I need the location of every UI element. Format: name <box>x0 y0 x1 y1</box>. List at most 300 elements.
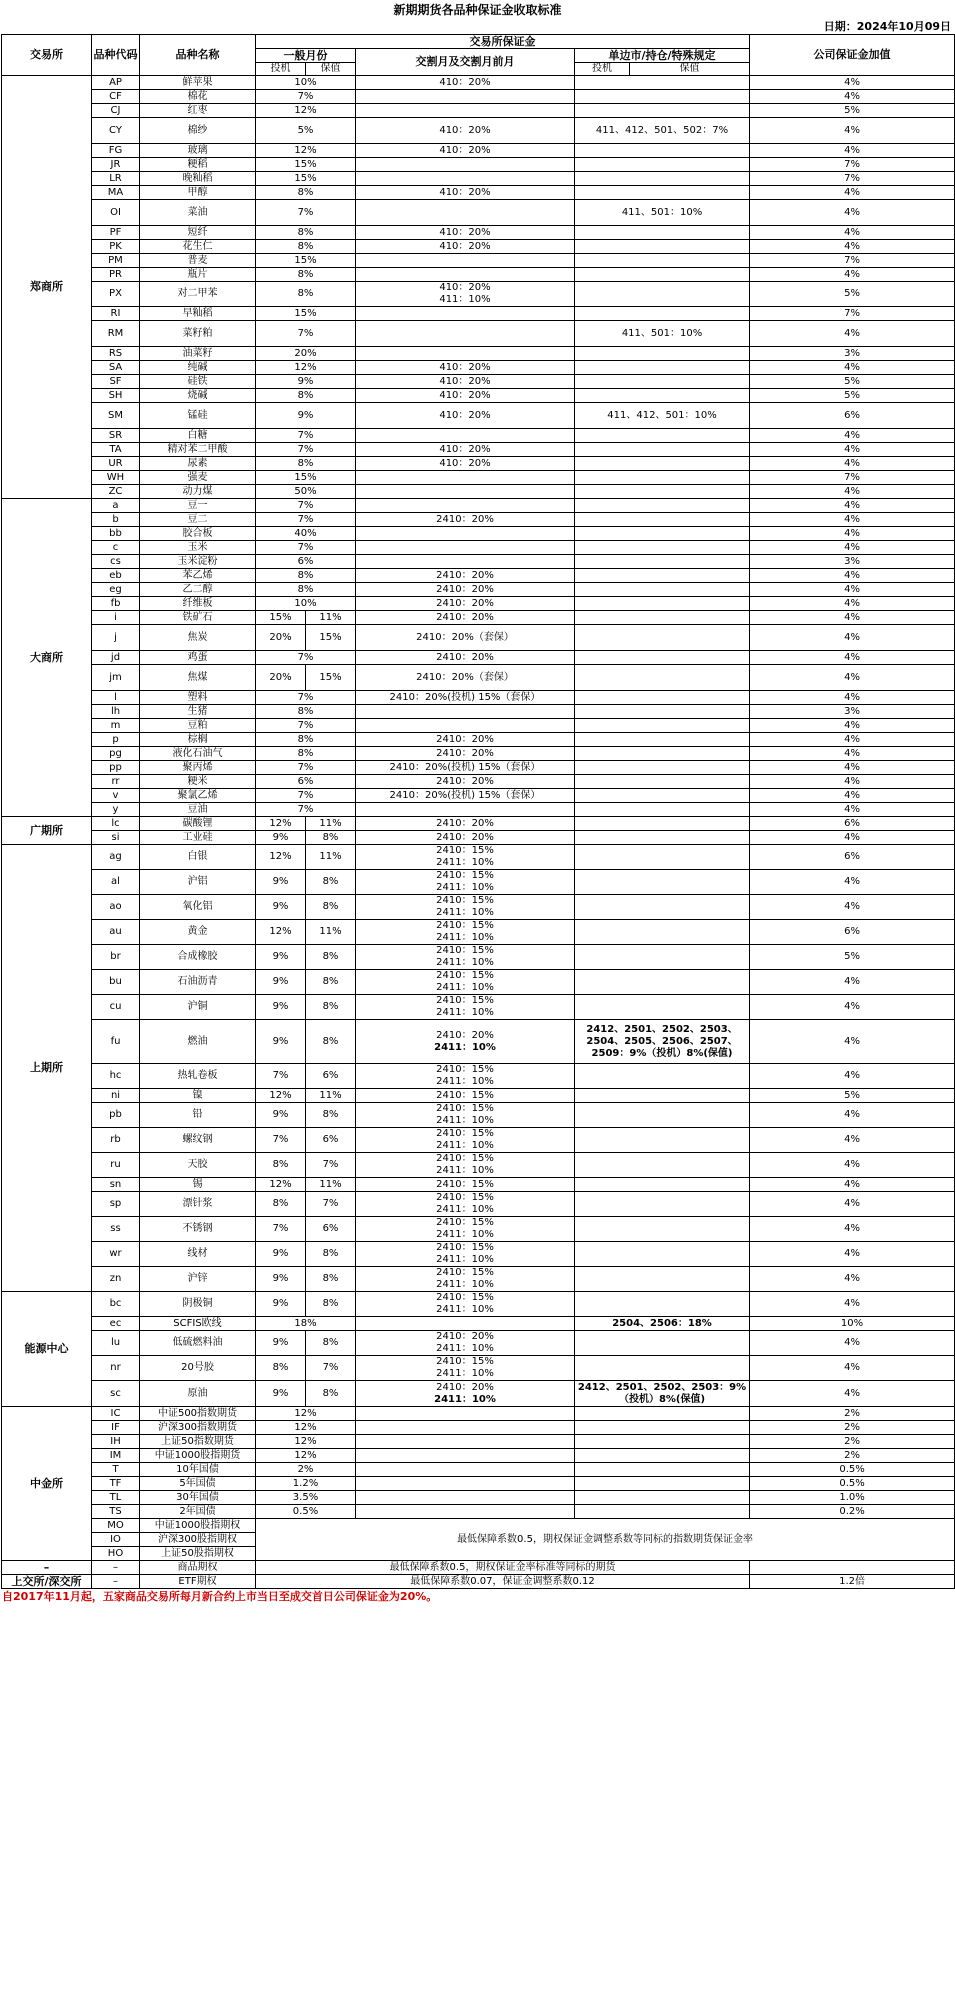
product-code: sn <box>92 1178 140 1192</box>
hedge-margin: 6% <box>306 1064 356 1089</box>
general-margin: 0.5% <box>256 1505 356 1519</box>
product-code: pp <box>92 761 140 775</box>
product-name: 粳稻 <box>140 158 256 172</box>
delivery-margin-line: 2410：20% <box>436 651 494 663</box>
table-row <box>2 817 955 831</box>
unilateral-margin <box>575 1292 750 1317</box>
table-row <box>2 1519 955 1533</box>
product-name: 鸡蛋 <box>140 651 256 665</box>
company-add: 4% <box>750 719 955 733</box>
product-code: T <box>92 1463 140 1477</box>
hedge-margin: 8% <box>306 970 356 995</box>
product-name: 碳酸锂 <box>140 817 256 831</box>
header-name: 品种名称 <box>140 35 256 76</box>
company-add: 4% <box>750 995 955 1020</box>
hedge-margin: 8% <box>306 870 356 895</box>
product-name: 乙二醇 <box>140 583 256 597</box>
table-row <box>2 583 955 597</box>
unilateral-margin <box>575 429 750 443</box>
delivery-margin <box>356 1267 575 1292</box>
company-add: 6% <box>750 845 955 870</box>
product-name: 豆油 <box>140 803 256 817</box>
product-name: 液化石油气 <box>140 747 256 761</box>
delivery-margin <box>356 775 575 789</box>
general-margin: 7% <box>256 789 356 803</box>
header-exchange-margin: 交易所保证金 <box>256 35 750 49</box>
product-code: pg <box>92 747 140 761</box>
product-name: 纤维板 <box>140 597 256 611</box>
unilateral-margin <box>575 920 750 945</box>
product-code: IF <box>92 1421 140 1435</box>
table-row <box>2 144 955 158</box>
delivery-margin-line: 410：20% <box>439 186 491 198</box>
company-add: 4% <box>750 186 955 200</box>
product-name: 聚氯乙烯 <box>140 789 256 803</box>
spec-margin: 12% <box>256 920 306 945</box>
unilateral-margin <box>575 705 750 719</box>
delivery-margin <box>356 920 575 945</box>
hedge-margin: 15% <box>306 665 356 691</box>
product-name: 菜籽粕 <box>140 321 256 347</box>
product-code: OI <box>92 200 140 226</box>
product-name: 天胶 <box>140 1153 256 1178</box>
delivery-margin-line: 2410：20% <box>436 611 494 623</box>
unilateral-margin <box>575 1217 750 1242</box>
header-general-month: 一般月份 <box>256 49 356 63</box>
unilateral-margin <box>575 1089 750 1103</box>
product-name: 沪深300指数期货 <box>140 1421 256 1435</box>
margin-table <box>1 34 955 1589</box>
options-note: 最低保障系数0.07，保证金调整系数0.12 <box>256 1575 750 1589</box>
table-row <box>2 172 955 186</box>
delivery-margin-line: 2410：20%（套保） <box>416 631 514 643</box>
general-margin: 12% <box>256 1407 356 1421</box>
delivery-margin-line-bold: 2411：10% <box>434 1393 496 1405</box>
product-name: SCFIS欧线 <box>140 1317 256 1331</box>
table-body <box>2 76 955 1589</box>
general-margin: 7% <box>256 761 356 775</box>
delivery-margin-line: 2410：15% 2411：10% <box>436 1292 494 1315</box>
delivery-margin <box>356 200 575 226</box>
delivery-margin <box>356 1064 575 1089</box>
company-add: 4% <box>750 321 955 347</box>
delivery-margin <box>356 1449 575 1463</box>
product-name: 原油 <box>140 1381 256 1407</box>
general-margin: 3.5% <box>256 1491 356 1505</box>
spec-margin: 9% <box>256 870 306 895</box>
company-add: 4% <box>750 457 955 471</box>
footer-note: 自2017年11月起，五家商品交易所每月新合约上市当日至成交首日公司保证金为20%。 <box>2 1590 438 1603</box>
product-code: JR <box>92 158 140 172</box>
delivery-margin <box>356 1317 575 1331</box>
spec-margin: 8% <box>256 1356 306 1381</box>
product-code: fb <box>92 597 140 611</box>
company-add: 6% <box>750 817 955 831</box>
delivery-margin <box>356 361 575 375</box>
general-margin: 12% <box>256 1449 356 1463</box>
company-add: 7% <box>750 254 955 268</box>
table-row <box>2 268 955 282</box>
delivery-margin <box>356 845 575 870</box>
delivery-margin-line: 2410：15% 2411：10% <box>436 1267 494 1290</box>
company-add: 4% <box>750 513 955 527</box>
product-name: 镍 <box>140 1089 256 1103</box>
unilateral-margin <box>575 625 750 651</box>
delivery-margin <box>356 513 575 527</box>
delivery-margin <box>356 705 575 719</box>
unilateral-margin <box>575 282 750 307</box>
table-row <box>2 1128 955 1153</box>
delivery-margin-line: 410：20% <box>439 144 491 156</box>
unilateral-margin <box>575 471 750 485</box>
company-add: 4% <box>750 747 955 761</box>
unilateral-margin <box>575 611 750 625</box>
unilateral-margin <box>575 144 750 158</box>
product-name: 生猪 <box>140 705 256 719</box>
delivery-margin-line: 2410：20% <box>436 831 494 843</box>
delivery-margin <box>356 691 575 705</box>
table-row <box>2 569 955 583</box>
product-name: 豆一 <box>140 499 256 513</box>
company-add: 4% <box>750 90 955 104</box>
delivery-margin <box>356 118 575 144</box>
header-hedge: 保值 <box>306 63 356 76</box>
delivery-margin-line: 2410：15% 2411：10% <box>436 1242 494 1265</box>
delivery-margin-line: 2410：20% <box>436 597 494 609</box>
company-add: 4% <box>750 1217 955 1242</box>
product-name: 硅铁 <box>140 375 256 389</box>
product-code: CY <box>92 118 140 144</box>
company-add: 4% <box>750 1267 955 1292</box>
company-add: 4% <box>750 831 955 845</box>
unilateral-margin <box>575 747 750 761</box>
delivery-margin-line: 2410：20% <box>436 747 494 759</box>
unilateral-margin <box>575 1267 750 1292</box>
general-margin: 8% <box>256 186 356 200</box>
table-row <box>2 104 955 118</box>
unilateral-margin <box>575 375 750 389</box>
product-code: – <box>92 1561 140 1575</box>
unilateral-margin <box>575 76 750 90</box>
product-code: pb <box>92 1103 140 1128</box>
company-add: 4% <box>750 733 955 747</box>
product-name: 低硫燃料油 <box>140 1331 256 1356</box>
delivery-margin <box>356 1407 575 1421</box>
delivery-margin <box>356 282 575 307</box>
company-add: 4% <box>750 1020 955 1064</box>
product-code: bb <box>92 527 140 541</box>
product-name: 漂针浆 <box>140 1192 256 1217</box>
product-code: lh <box>92 705 140 719</box>
delivery-margin-line: 2410：20%(投机) 15%（套保） <box>389 789 541 801</box>
delivery-margin-line: 2410：20% <box>436 733 494 745</box>
general-margin: 6% <box>256 555 356 569</box>
delivery-margin-line: 410：20% <box>439 240 491 252</box>
table-row <box>2 321 955 347</box>
product-code: nr <box>92 1356 140 1381</box>
unilateral-margin <box>575 1356 750 1381</box>
delivery-margin-line: 2410：15% 2411：10% <box>436 870 494 893</box>
general-margin: 7% <box>256 429 356 443</box>
product-code: bc <box>92 1292 140 1317</box>
table-row <box>2 1356 955 1381</box>
general-margin: 8% <box>256 240 356 254</box>
product-code: SA <box>92 361 140 375</box>
hedge-margin: 8% <box>306 1242 356 1267</box>
company-add: 4% <box>750 226 955 240</box>
company-add: 4% <box>750 611 955 625</box>
delivery-margin <box>356 347 575 361</box>
product-name: 塑料 <box>140 691 256 705</box>
product-name: 中证1000股指期权 <box>140 1519 256 1533</box>
product-name: 苯乙烯 <box>140 569 256 583</box>
product-name: 阴极铜 <box>140 1292 256 1317</box>
table-row <box>2 665 955 691</box>
product-name: 烧碱 <box>140 389 256 403</box>
unilateral-margin <box>575 361 750 375</box>
product-name: 早籼稻 <box>140 307 256 321</box>
delivery-margin <box>356 569 575 583</box>
product-name: 石油沥青 <box>140 970 256 995</box>
unilateral-margin <box>575 733 750 747</box>
unilateral-margin <box>575 1407 750 1421</box>
general-margin: 7% <box>256 443 356 457</box>
delivery-margin <box>356 321 575 347</box>
table-row <box>2 747 955 761</box>
hedge-margin: 11% <box>306 920 356 945</box>
product-name: 30年国债 <box>140 1491 256 1505</box>
company-add: 4% <box>750 1242 955 1267</box>
unilateral-margin <box>575 1463 750 1477</box>
spec-margin: 12% <box>256 817 306 831</box>
delivery-margin <box>356 665 575 691</box>
unilateral-margin <box>575 1435 750 1449</box>
product-name: 锡 <box>140 1178 256 1192</box>
unilateral-margin <box>575 597 750 611</box>
spec-margin: 7% <box>256 1064 306 1089</box>
product-code: TF <box>92 1477 140 1491</box>
general-margin: 15% <box>256 307 356 321</box>
table-row <box>2 803 955 817</box>
company-add: 4% <box>750 1128 955 1153</box>
product-code: i <box>92 611 140 625</box>
delivery-margin-line: 410：20% <box>439 457 491 469</box>
product-name: 普麦 <box>140 254 256 268</box>
company-add: 4% <box>750 775 955 789</box>
table-row <box>2 1463 955 1477</box>
table-row <box>2 651 955 665</box>
product-code: WH <box>92 471 140 485</box>
delivery-margin-line: 2410：15% <box>436 1178 494 1190</box>
general-margin: 12% <box>256 361 356 375</box>
spec-margin: 7% <box>256 1128 306 1153</box>
table-row <box>2 945 955 970</box>
table-row <box>2 361 955 375</box>
delivery-margin <box>356 761 575 775</box>
product-name: 沪铝 <box>140 870 256 895</box>
unilateral-margin <box>575 651 750 665</box>
company-add: 7% <box>750 307 955 321</box>
product-name: 白银 <box>140 845 256 870</box>
delivery-margin <box>356 226 575 240</box>
delivery-margin-line: 2410：15% 2411：10% <box>436 845 494 868</box>
table-row <box>2 307 955 321</box>
delivery-margin-line: 2410：15% 2411：10% <box>436 945 494 968</box>
hedge-margin: 8% <box>306 1292 356 1317</box>
unilateral-margin <box>575 831 750 845</box>
product-name: 上证50指数期货 <box>140 1435 256 1449</box>
table-row <box>2 831 955 845</box>
general-margin: 9% <box>256 403 356 429</box>
table-row <box>2 443 955 457</box>
delivery-margin-line: 410：20% <box>439 443 491 455</box>
product-code: ni <box>92 1089 140 1103</box>
hedge-margin: 8% <box>306 1331 356 1356</box>
spec-margin: 9% <box>256 1331 306 1356</box>
general-margin: 7% <box>256 90 356 104</box>
unilateral-margin <box>575 995 750 1020</box>
general-margin: 8% <box>256 389 356 403</box>
delivery-margin-line: 2410：15% 2411：10% <box>436 1192 494 1215</box>
delivery-margin-line: 2410：20%(投机) 15%（套保） <box>389 761 541 773</box>
delivery-margin <box>356 1103 575 1128</box>
options-note: 最低保障系数0.5，期权保证金调整系数等同标的指数期货保证金率 <box>256 1519 955 1561</box>
unilateral-margin <box>575 541 750 555</box>
table-row <box>2 499 955 513</box>
table-row <box>2 1381 955 1407</box>
product-code: PF <box>92 226 140 240</box>
table-row <box>2 1267 955 1292</box>
unilateral-margin <box>575 240 750 254</box>
unilateral-margin <box>575 457 750 471</box>
delivery-margin <box>356 527 575 541</box>
product-name: 菜油 <box>140 200 256 226</box>
general-margin: 7% <box>256 541 356 555</box>
unilateral-margin <box>575 1505 750 1519</box>
delivery-margin <box>356 254 575 268</box>
product-code: PR <box>92 268 140 282</box>
unilateral-margin <box>575 1491 750 1505</box>
delivery-margin <box>356 945 575 970</box>
delivery-margin <box>356 471 575 485</box>
header-company-add: 公司保证金加值 <box>750 35 955 76</box>
general-margin: 1.2% <box>256 1477 356 1491</box>
unilateral-margin <box>575 1153 750 1178</box>
product-name: 热轧卷板 <box>140 1064 256 1089</box>
company-add: 4% <box>750 1103 955 1128</box>
unilateral-margin <box>575 870 750 895</box>
product-code: ru <box>92 1153 140 1178</box>
delivery-margin-line: 2410：15% 2411：10% <box>436 995 494 1018</box>
exchange-name: 上期所 <box>2 845 92 1292</box>
delivery-margin <box>356 651 575 665</box>
product-name: 不锈钢 <box>140 1217 256 1242</box>
company-add: 4% <box>750 625 955 651</box>
hedge-margin: 11% <box>306 817 356 831</box>
product-code: TA <box>92 443 140 457</box>
company-add: 3% <box>750 705 955 719</box>
company-add: 4% <box>750 240 955 254</box>
page-title: 新期期货各品种保证金收取标准 <box>393 3 562 17</box>
product-name: 棕榈 <box>140 733 256 747</box>
unilateral-margin: 411、412、501、502：7% <box>575 118 750 144</box>
product-code: al <box>92 870 140 895</box>
company-add: 2% <box>750 1421 955 1435</box>
product-code: RS <box>92 347 140 361</box>
product-name: 晚籼稻 <box>140 172 256 186</box>
general-margin: 8% <box>256 268 356 282</box>
company-add: 7% <box>750 172 955 186</box>
table-row <box>2 254 955 268</box>
delivery-margin <box>356 1192 575 1217</box>
general-margin: 8% <box>256 583 356 597</box>
company-add: 4% <box>750 870 955 895</box>
table-row <box>2 471 955 485</box>
table-row <box>2 555 955 569</box>
hedge-margin: 11% <box>306 1089 356 1103</box>
table-row <box>2 1089 955 1103</box>
product-code: IC <box>92 1407 140 1421</box>
delivery-margin <box>356 870 575 895</box>
delivery-margin <box>356 443 575 457</box>
spec-margin: 20% <box>256 665 306 691</box>
product-code: TL <box>92 1491 140 1505</box>
product-code: a <box>92 499 140 513</box>
delivery-margin-line: 2410：15% <box>436 1089 494 1101</box>
header-code: 品种代码 <box>92 35 140 76</box>
general-margin: 7% <box>256 803 356 817</box>
product-name: 白糖 <box>140 429 256 443</box>
unilateral-margin <box>575 307 750 321</box>
table-row <box>2 1317 955 1331</box>
unilateral-margin <box>575 513 750 527</box>
delivery-margin-line: 2410：20% <box>436 513 494 525</box>
hedge-margin: 11% <box>306 845 356 870</box>
unilateral-margin <box>575 719 750 733</box>
product-name: 胶合板 <box>140 527 256 541</box>
unilateral-margin <box>575 555 750 569</box>
table-row <box>2 429 955 443</box>
company-add: 4% <box>750 443 955 457</box>
company-add: 4% <box>750 1178 955 1192</box>
company-add: 4% <box>750 970 955 995</box>
delivery-margin <box>356 76 575 90</box>
delivery-margin <box>356 429 575 443</box>
company-add: 4% <box>750 1153 955 1178</box>
spec-margin: 20% <box>256 625 306 651</box>
header-unilateral: 单边市/持仓/特殊规定 <box>575 49 750 63</box>
unilateral-margin <box>575 347 750 361</box>
product-name: 燃油 <box>140 1020 256 1064</box>
product-name: 2年国债 <box>140 1505 256 1519</box>
product-code: p <box>92 733 140 747</box>
company-add: 4% <box>750 527 955 541</box>
unilateral-margin: 2412、2501、2502、2503：9%（投机）8%(保值) <box>575 1381 750 1407</box>
product-code: sc <box>92 1381 140 1407</box>
product-code: ss <box>92 1217 140 1242</box>
spec-margin: 15% <box>256 611 306 625</box>
company-add: 4% <box>750 361 955 375</box>
product-code: AP <box>92 76 140 90</box>
general-margin: 8% <box>256 733 356 747</box>
delivery-margin-line: 2410：20% <box>436 1029 494 1041</box>
delivery-margin <box>356 485 575 499</box>
product-name: 铅 <box>140 1103 256 1128</box>
table-row <box>2 1421 955 1435</box>
table-row <box>2 1178 955 1192</box>
delivery-margin-line: 410：20% <box>439 375 491 387</box>
product-code: SH <box>92 389 140 403</box>
